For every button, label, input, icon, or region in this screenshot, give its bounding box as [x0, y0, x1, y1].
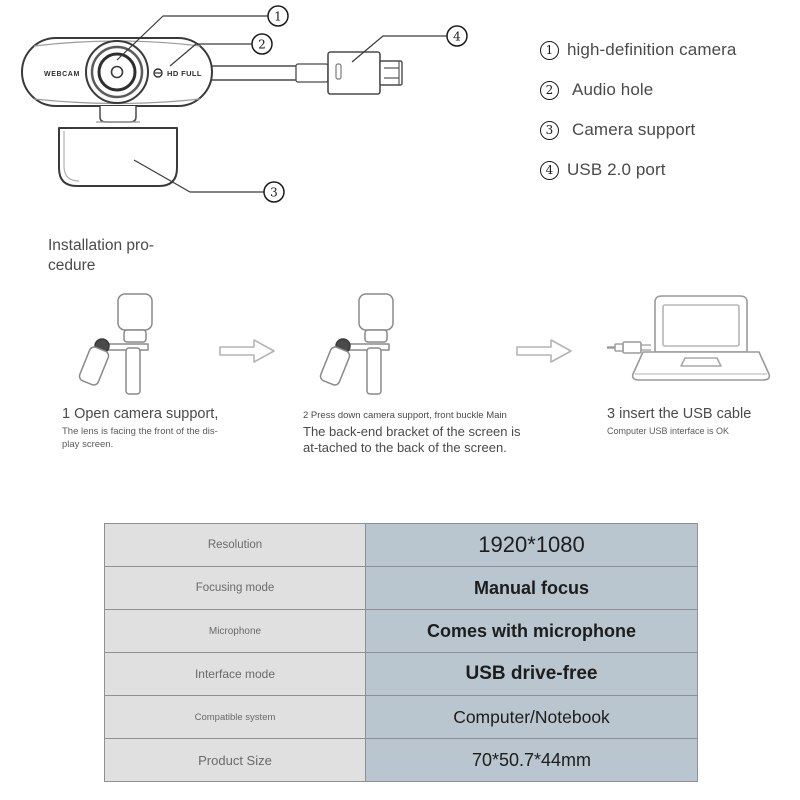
install-step-2: [303, 286, 533, 455]
installation-procedure-section: [0, 228, 800, 468]
table-row: [105, 610, 698, 653]
table-row: [105, 696, 698, 739]
install-step-3: [607, 286, 800, 436]
legend-item-4: [540, 150, 800, 190]
spec-key-resolution: Resolution: [105, 524, 366, 567]
legend-label-4: USB 2.0 port: [567, 160, 666, 179]
spec-key-microphone: Microphone: [105, 610, 366, 653]
spec-value-focusing-mode: Manual focus: [366, 567, 698, 610]
spec-value-compatible-system: Computer/Notebook: [366, 696, 698, 739]
spec-key-product-size: Product Size: [105, 739, 366, 782]
spec-value-interface-mode: USB drive-free: [366, 653, 698, 696]
marker-3: 3: [270, 185, 278, 200]
spec-key-focusing-mode: Focusing mode: [105, 567, 366, 610]
step-arrow-2-to-3: [515, 336, 575, 371]
step-2-heading: 2 Press down camera support, front buckle Main: [303, 410, 507, 421]
legend-number-2: 2: [540, 81, 559, 100]
spec-value-resolution: 1920*1080: [366, 524, 698, 567]
product-callout-diagram: [0, 0, 800, 220]
spec-value-product-size: 70*50.7*44mm: [366, 739, 698, 782]
marker-4: 4: [453, 29, 461, 44]
spec-key-compatible-system: Compatible system: [105, 696, 366, 739]
marker-1: 1: [274, 9, 282, 24]
step-1-description: The lens is facing the front of the dis-play screen.: [62, 426, 218, 450]
webcam-line-art: [0, 0, 540, 220]
step-1-heading: 1 Open camera support,: [62, 406, 219, 422]
legend-item-2: [540, 70, 800, 110]
legend-label-3: Camera support: [572, 120, 696, 139]
step-3-heading: 3 insert the USB cable: [607, 406, 752, 422]
legend-number-4: 4: [540, 161, 559, 180]
step-3-description: Computer USB interface is OK: [607, 426, 730, 436]
table-row: [105, 739, 698, 782]
table-row: [105, 524, 698, 567]
marker-2: 2: [258, 37, 266, 52]
specifications-table: [104, 523, 698, 782]
legend-number-3: 3: [540, 121, 559, 140]
step-arrow-1-to-2: [218, 336, 278, 371]
legend-label-2: Audio hole: [572, 80, 654, 99]
legend-item-1: [540, 30, 800, 70]
legend-number-1: 1: [540, 41, 559, 60]
table-row: [105, 653, 698, 696]
device-label-right: HD FULL: [167, 69, 202, 78]
spec-key-interface-mode: Interface mode: [105, 653, 366, 696]
step-2-description: The back-end bracket of the screen is at-tached to the back of the screen.: [303, 424, 521, 455]
callout-legend: [540, 30, 800, 190]
spec-value-microphone: Comes with microphone: [366, 610, 698, 653]
table-row: [105, 567, 698, 610]
step-2-illustration: [303, 286, 533, 398]
installation-title: Installation pro- cedure: [48, 237, 154, 274]
legend-label-1: high-definition camera: [567, 40, 737, 59]
device-label-left: WEBCAM: [44, 71, 80, 78]
legend-item-3: [540, 110, 800, 150]
step-3-illustration: [607, 286, 800, 398]
